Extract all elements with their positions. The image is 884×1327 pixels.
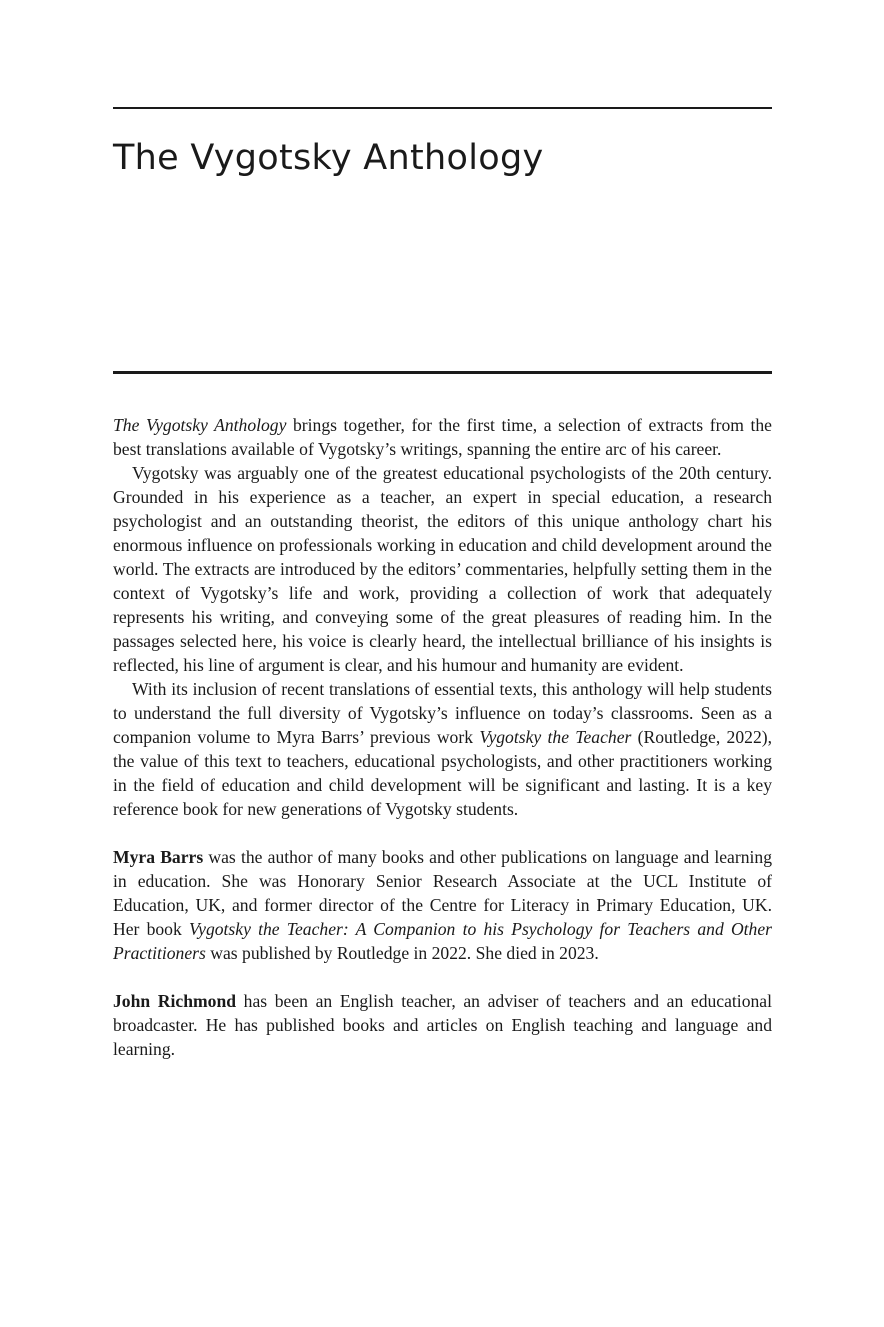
book-title-italic: The Vygotsky Anthology xyxy=(113,415,287,435)
bio-text: has been an English teacher, an adviser of teachers and an educational broadcaster. He has published books and articles on English teaching and language and learning. xyxy=(113,991,772,1059)
blurb-paragraph-1 xyxy=(113,413,772,461)
body-text xyxy=(113,413,772,1061)
paragraph-text: Vygotsky was arguably one of the greatest educational psychologists of the 20th century. Grounded in his experience as a teacher, an expert in special education, a research psychologist and an outstanding theorist, the editors of this unique anthology chart his enormous influence on professionals working in education and child development around the world. The extracts are introduced by the editors’ commentaries, helpfully setting them in the context of Vygotsky’s life and work, providing a collection of work that adequately represents his writing, and conveying some of the great pleasures of reading him. In the passages selected here, his voice is clearly heard, the intellectual brilliance of his insights is reflected, his line of argument is clear, and his humour and humanity are evident. xyxy=(113,463,772,675)
book-title-italic: Vygotsky the Teacher: A Companion to his Psychology for Teachers and Other Practitioners xyxy=(113,919,773,963)
book-title-italic: Vygotsky the Teacher xyxy=(479,727,632,747)
bio-text: was the author of many books and other publications on language and learning in education. She was Honorary Senior Research Associate at the UCL Institute of Education, UK, and former director of the Centre for Literacy in Primary Education, UK. Her book xyxy=(113,847,772,939)
paragraph-text: With its inclusion of recent translations of essential texts, this anthology will help students to understand the full diversity of Vygotsky’s influence on today’s classrooms. Seen as a companion volume to Myra Barrs’ previous work xyxy=(113,679,772,747)
paragraph-text: brings together, for the first time, a selection of extracts from the best translations available of Vygotsky’s writings, spanning the entire arc of his career. xyxy=(113,415,772,459)
bio-text: was published by Routledge in 2022. She died in 2023. xyxy=(205,943,599,963)
author-bio-john-richmond xyxy=(113,989,772,1061)
paragraph-text: (Routledge, 2022), the value of this text to teachers, educational psychologists, and other practitioners working in the field of education and child development will be significant and lasting. It is a key reference book for new generations of Vygotsky students. xyxy=(113,727,772,819)
author-name: Myra Barrs xyxy=(113,847,204,867)
blurb-paragraph-2 xyxy=(113,461,772,677)
page-title: The Vygotsky Anthology xyxy=(113,138,544,178)
top-rule xyxy=(113,107,772,109)
author-name: John Richmond xyxy=(113,991,237,1011)
blurb-paragraph-3 xyxy=(113,677,772,821)
author-bio-myra-barrs xyxy=(113,845,772,965)
bottom-rule xyxy=(113,371,772,374)
